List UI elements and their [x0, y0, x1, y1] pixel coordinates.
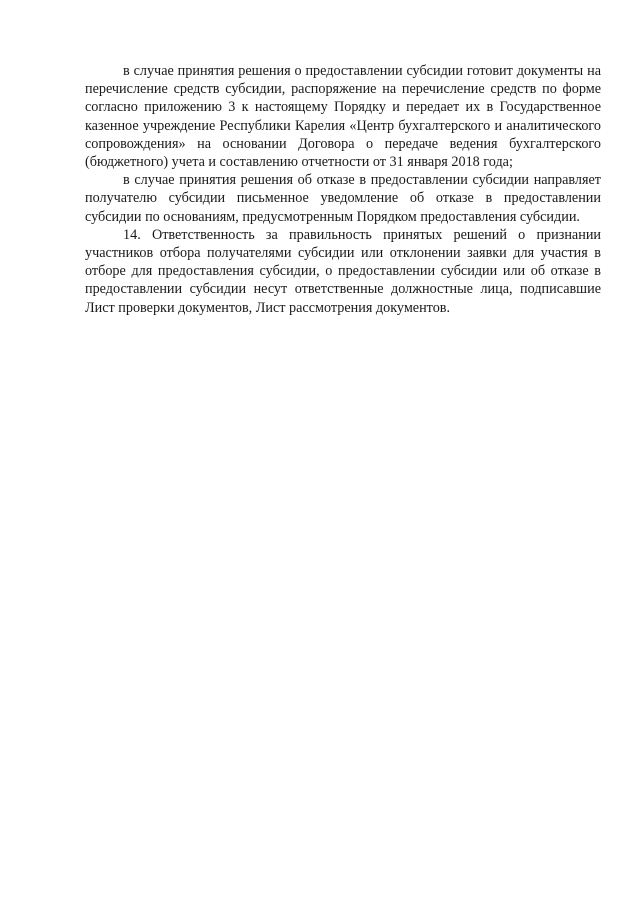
paragraph-subsidy-refusal: в случае принятия решения об отказе в предоставлении субсидии направляет получателю субсидии письменное уведомление об отказе в предоставлении субсидии по основаниям, предусмотренным Порядком предоставления субсидии. — [85, 172, 601, 225]
document-body — [85, 62, 601, 317]
paragraph-subsidy-approval: в случае принятия решения о предоставлении субсидии готовит документы на перечисление средств субсидии, распоряжение на перечисление средств по форме согласно приложению 3 к настоящему Порядку и передает их в Государственное казенное учреждение Республики Карелия «Центр бухгалтерского и аналитического сопровождения» на основании Договора о передаче ведения бухгалтерского (бюджетного) учета и составлению отчетности от 31 января 2018 года; — [85, 63, 601, 171]
paragraph-responsibility: 14. Ответственность за правильность принятых решений о признании участников отбора получателями субсидии или отклонении заявки для участия в отборе для предоставления субсидии, о предоставлении субсидии или об отказе в предоставлении субсидии несут ответственные должностные лица, подписавшие Лист проверки документов, Лист рассмотрения документов. — [85, 226, 601, 316]
